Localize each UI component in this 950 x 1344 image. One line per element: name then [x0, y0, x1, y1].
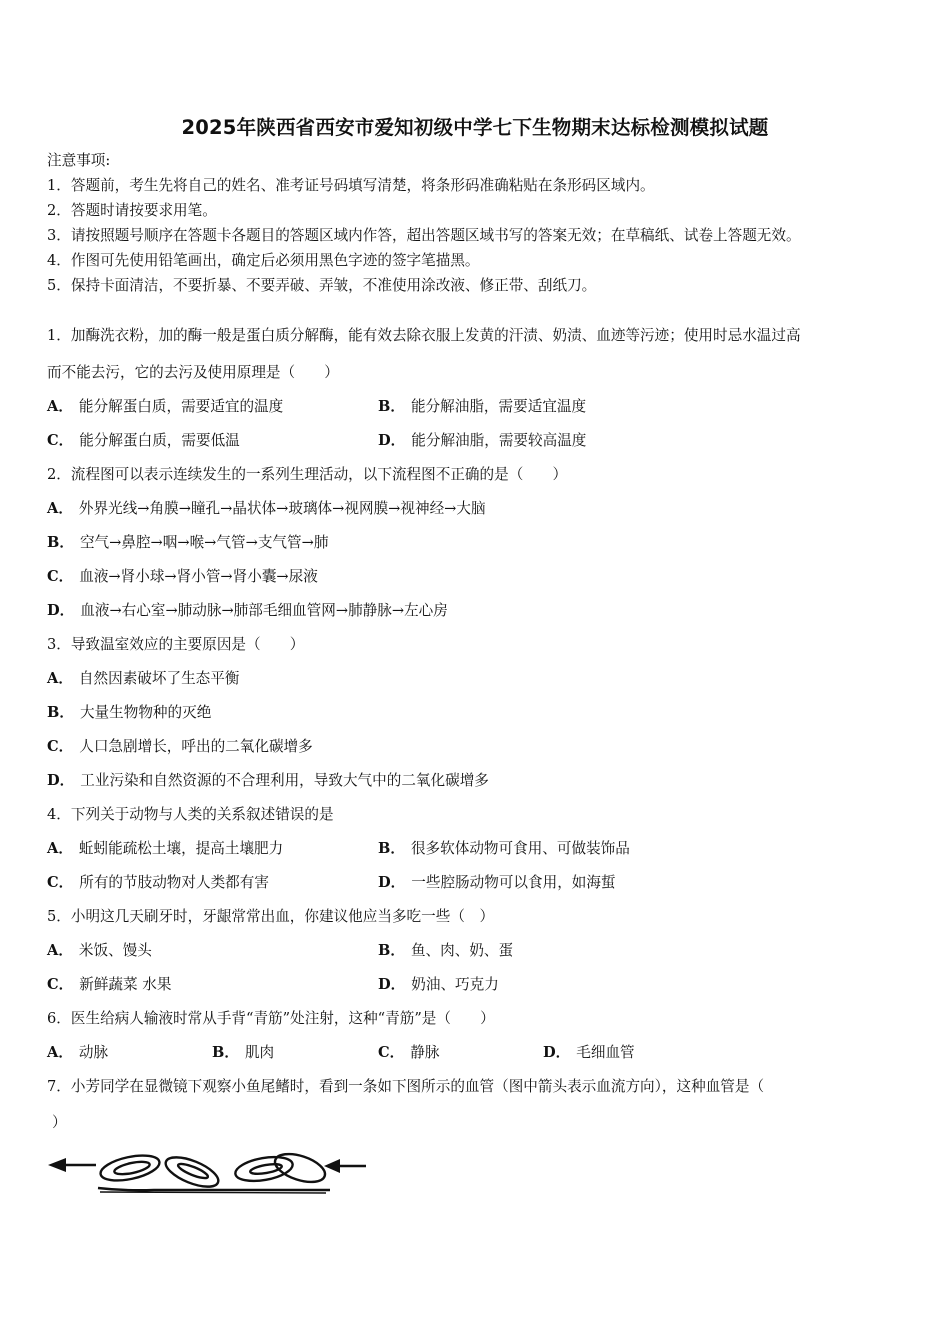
q7-stem-line1: 7．小芳同学在显微镜下观察小鱼尾鳍时，看到一条如下图所示的血管（图中箭头表示血流方向），这种血管是（ — [47, 1078, 765, 1095]
option-text: 能分解蛋白质，需要低温 — [79, 432, 240, 449]
option-text: 静脉 — [410, 1044, 440, 1061]
q3-option-d — [47, 771, 489, 791]
option-text: 能分解蛋白质，需要适宜的温度 — [78, 398, 284, 415]
q2-option-b — [47, 533, 328, 553]
q1-option-c — [47, 431, 587, 451]
blood-cell-2-inner — [177, 1161, 210, 1180]
option-text: 蚯蚓能疏松土壤，提高土壤肥力 — [78, 840, 284, 857]
notice-item-1: 1．答题前，考生先将自己的姓名、准考证号码填写清楚，将条形码准确粘贴在条形码区域内。 — [47, 177, 655, 194]
page-title: 2025年陕西省西安市爱知初级中学七下生物期末达标检测模拟试题 — [181, 116, 769, 139]
q6-option-d — [543, 1043, 635, 1063]
q5-option-b — [378, 941, 513, 961]
notice-heading: 注意事项: — [47, 152, 111, 169]
flow-arrow-left-head — [48, 1158, 66, 1172]
option-label: C． — [47, 976, 74, 993]
q4-option-c — [47, 873, 616, 893]
notice-item-2: 2．答题时请按要求用笔。 — [47, 202, 217, 219]
q5-option-a — [47, 941, 514, 961]
option-label: A． — [47, 1044, 73, 1061]
option-label: A． — [47, 500, 73, 517]
option-label: B． — [378, 840, 405, 857]
option-text: 人口急剧增长，呼出的二氧化碳增多 — [79, 738, 313, 755]
option-label: D． — [47, 602, 75, 619]
q2-option-a — [47, 499, 486, 519]
option-label: B． — [47, 534, 74, 551]
q1-option-a — [47, 397, 587, 417]
option-label: A． — [47, 942, 73, 959]
q2-option-d — [47, 601, 448, 621]
option-text: 工业污染和自然资源的不合理利用，导致大气中的二氧化碳增多 — [80, 772, 489, 789]
q7-stem-line2: ） — [52, 1114, 67, 1131]
option-text: 毛细血管 — [576, 1044, 635, 1061]
vessel-wall — [98, 1188, 330, 1190]
option-text: 外界光线→角膜→瞳孔→晶状体→玻璃体→视网膜→视神经→大脑 — [78, 500, 486, 517]
q2-option-c — [47, 567, 318, 587]
q1-option-d — [378, 431, 586, 451]
option-text: 鱼、肉、奶、蛋 — [410, 942, 514, 959]
option-label: A． — [47, 840, 73, 857]
option-text: 新鲜蔬菜 水果 — [79, 976, 172, 993]
option-label: B． — [378, 942, 405, 959]
q4-option-a — [47, 839, 630, 859]
option-label: D． — [543, 1044, 571, 1061]
q6-option-a — [47, 1043, 108, 1063]
blood-cell-3 — [234, 1153, 295, 1185]
option-text: 能分解油脂，需要较高温度 — [411, 432, 587, 449]
option-label: D． — [378, 976, 406, 993]
notice-item-4: 4．作图可先使用铅笔画出，确定后必须用黑色字迹的签字笔描黑。 — [47, 252, 480, 269]
option-text: 大量生物物种的灭绝 — [79, 704, 212, 721]
flow-arrow-right-head — [324, 1159, 340, 1173]
q6-option-b — [212, 1043, 274, 1063]
q4-option-d — [378, 873, 616, 893]
option-label: D． — [378, 874, 406, 891]
q5-stem: 5．小明这几天刷牙时，牙龈常常出血，你建议他应当多吃一些（ ） — [47, 908, 495, 925]
option-label: B． — [378, 398, 405, 415]
option-label: A． — [47, 670, 73, 687]
q1-stem-line2: 而不能去污，它的去污及使用原理是（ ） — [47, 364, 339, 381]
option-label: C． — [47, 568, 74, 585]
option-text: 血液→右心室→肺动脉→肺部毛细血管网→肺静脉→左心房 — [80, 602, 448, 619]
option-label: C． — [378, 1044, 405, 1061]
blood-cell-2 — [162, 1151, 222, 1192]
option-text: 肌肉 — [244, 1044, 275, 1061]
option-label: B． — [212, 1044, 239, 1061]
option-text: 所有的节肢动物对人类都有害 — [79, 874, 269, 891]
option-label: D． — [47, 772, 75, 789]
option-text: 空气→鼻腔→咽→喉→气管→支气管→肺 — [79, 534, 329, 551]
q4-option-b — [378, 839, 630, 859]
q4-stem: 4．下列关于动物与人类的关系叙述错误的是 — [47, 806, 334, 823]
q3-option-a — [47, 669, 239, 689]
q5-option-c — [47, 975, 499, 995]
q5-option-d — [378, 975, 499, 995]
q3-stem: 3．导致温室效应的主要原因是（ ） — [47, 636, 305, 653]
q3-option-c — [47, 737, 313, 757]
q6-option-c — [378, 1043, 439, 1063]
notice-item-3: 3．请按照题号顺序在答题卡各题目的答题区域内作答，超出答题区域书写的答案无效；在草稿纸、试卷上答题无效。 — [47, 227, 801, 244]
option-text: 血液→肾小球→肾小管→肾小囊→尿液 — [79, 568, 318, 585]
notice-item-5: 5．保持卡面清洁，不要折暴、不要弄破、弄皱，不准使用涂改液、修正带、刮纸刀。 — [47, 277, 597, 294]
q6-stem: 6．医生给病人输液时常从手背“青筋”处注射，这种“青筋”是（ ） — [47, 1010, 495, 1027]
option-text: 自然因素破坏了生态平衡 — [78, 670, 240, 687]
option-text: 动脉 — [78, 1044, 109, 1061]
option-text: 奶油、巧克力 — [411, 976, 499, 993]
q1-stem-line1: 1．加酶洗衣粉，加的酶一般是蛋白质分解酶，能有效去除衣服上发黄的汗渍、奶渍、血迹等污迹；使用时忌水温过高 — [47, 327, 801, 344]
option-label: C． — [47, 738, 74, 755]
option-text: 很多软体动物可食用、可做装饰品 — [410, 840, 630, 857]
option-text: 一些腔肠动物可以食用，如海蜇 — [411, 874, 616, 891]
option-label: C． — [47, 874, 74, 891]
vessel-wall-inner — [100, 1192, 326, 1193]
option-label: B． — [47, 704, 74, 721]
blood-vessel-figure — [44, 1144, 370, 1200]
q2-stem: 2．流程图可以表示连续发生的一系列生理活动，以下流程图不正确的是（ ） — [47, 466, 568, 483]
option-label: D． — [378, 432, 406, 449]
option-label: A． — [47, 398, 73, 415]
q1-option-b — [378, 397, 586, 417]
option-text: 能分解油脂，需要适宜温度 — [410, 398, 587, 415]
blood-cell-1 — [98, 1151, 161, 1185]
q3-option-b — [47, 703, 211, 723]
option-text: 米饭、馒头 — [78, 942, 152, 959]
option-label: C． — [47, 432, 74, 449]
